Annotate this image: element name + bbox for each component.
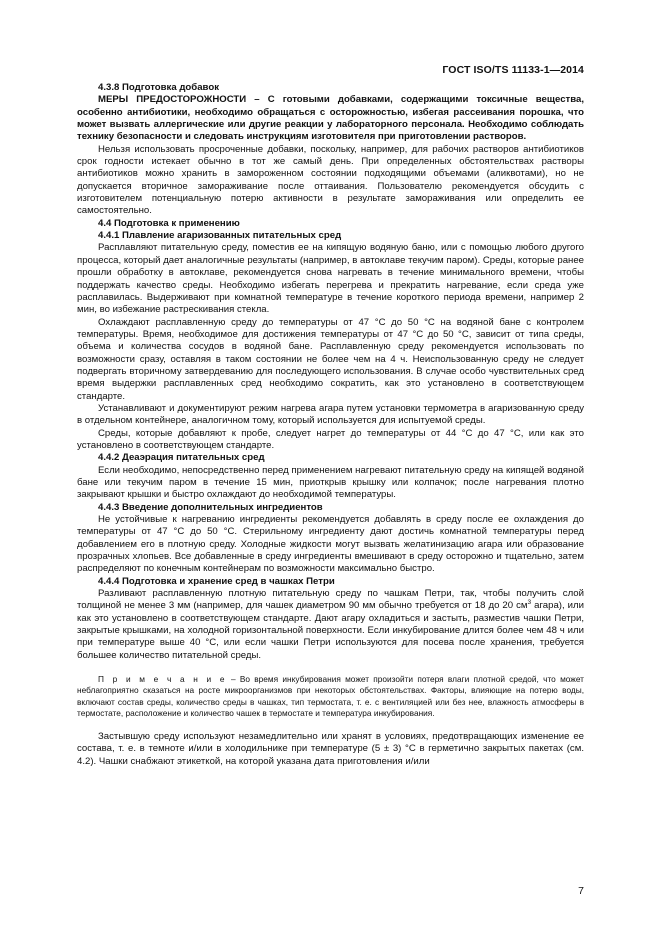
page-number: 7 xyxy=(578,885,584,897)
paragraph: Если необходимо, непосредственно перед применением нагревают питательную среду на кипящей водяной бане или текучим паром в течение 15 мин, приоткрыв крышку или колпачок; после нагревания плотно закрывают крышки и быстро охлаждают до необходимой температуры. xyxy=(77,464,584,501)
paragraph: Нельзя использовать просроченные добавки, поскольку, например, для рабочих растворов антибиотиков срок годности истекает обычно в тот же самый день. При определенных обстоятельствах растворы антибиотиков можно хранить в замороженном состоянии подходящими объемами (аликвотами), но не допускается вторичное замораживание после оттаивания. Пользователю рекомендуется обсудить с изготовителем потенциальную потерю активности в результате замораживания или определить ее самостоятельно. xyxy=(77,143,584,217)
document-body xyxy=(77,82,584,768)
paragraph: Не устойчивые к нагреванию ингредиенты рекомендуется добавлять в среду после ее охлаждения до температуры от 47 °С до 50 °С. Стерильному ингредиенту дают достичь комнатной температуры перед добавлением его в плотную среду. Холодные жидкости могут вызвать желатинизацию агара или образование прозрачных хлопьев. Все добавленные в среду ингредиенты вмешивают в среду осторожно и тщательно, затем распределяют по конечным контейнерам по возможности максимально быстро. xyxy=(77,514,584,575)
spacer xyxy=(77,719,584,731)
note xyxy=(77,674,584,719)
paragraph-text: агара), или как это установлено в соответствующем стандарте. Дают агару охладиться и застыть, разместив чашки Петри, закрытые крышками, на холодной горизонтальной поверхности. Если инкубирование длится более чем 48 ч или при температуре выше 40 °С, или если чашки Петри используются для посева после хранения, требуется большее количество питательной среды. xyxy=(77,600,584,661)
document-header: ГОСТ ISO/TS 11133-1—2014 xyxy=(442,64,584,76)
superscript: 3 xyxy=(527,599,532,607)
note-text: – Во время инкубирования может произойти потеря влаги плотной средой, что может неблагоприятно сказаться на росте микроорганизмов при некоторых обстоятельствах. Факторы, влияющие на потерю воды, включают состав среды, количество среды в чашках, тип термостата, т. е. с вентиляцией или без нее, влажность атмосферы в термостате, расположение и количество чашек в термостате и температура инкубирования. xyxy=(77,674,584,718)
precautions-warning: МЕРЫ ПРЕДОСТОРОЖНОСТИ – С готовыми добавками, содержащими токсичные вещества, особенно антибиотики, необходимо обращаться с осторожностью, избегая рассеивания порошка, что может вызвать аллергические или другие реакции у лабораторного персонала. Необходимо соблюдать технику безопасности и следовать инструкциям изготовителя при приготовлении растворов. xyxy=(77,94,584,143)
spacer xyxy=(77,662,584,674)
section-4-4-title: 4.4 Подготовка к применению xyxy=(98,217,240,229)
section-4-4-1-title: 4.4.1 Плавление агаризованных питательных сред xyxy=(98,230,342,242)
paragraph: Среды, которые добавляют к пробе, следует нагрет до температуры от 44 °С до 47 °С, или как это установлено в соответствующем стандарте. xyxy=(77,427,584,451)
section-4-4-2-title: 4.4.2 Деаэрация питательных сред xyxy=(98,452,265,464)
note-label: П р и м е ч а н и е xyxy=(98,674,227,685)
paragraph-text: Разливают расплавленную плотную питательную среду по чашкам Петри, так, чтобы получить слой толщиной не менее 3 мм (например, для чашек диаметром 90 мм обычно требуется от 18 до 20 см xyxy=(77,588,584,612)
section-4-3-8-title: 4.3.8 Подготовка добавок xyxy=(98,82,219,93)
paragraph xyxy=(77,588,584,662)
paragraph: Застывшую среду используют незамедлительно или хранят в условиях, предотвращающих изменение ее состава, т. е. в темноте и/или в холодильнике при температуре (5 ± 3) °С в герметично закрытых пакетах (см. 4.2). Чашки снабжают этикеткой, на которой указана дата приготовления и/или xyxy=(77,730,584,767)
paragraph: Охлаждают расплавленную среду до температуры от 47 °С до 50 °С на водяной бане с контролем температуры. Время, необходимое для достижения температуры от 47 °С до 50 °С, зависит от типа среды, объема и количества сосудов в водяной бане. Расплавленную среду рекомендуется использовать по возможности сразу, оставляя в таком состоянии не более чем на 4 ч. Неиспользованную среду не следует подвергать вторичному затвердеванию для последующего использования. В случае особо чувствительных сред время выдержки расплавленных сред необходимо сократить, как это установлено в соответствующем стандарте. xyxy=(77,316,584,402)
paragraph: Устанавливают и документируют режим нагрева агара путем установки термометра в агаризованную среду в отдельном контейнере, аналогичном тому, который используется для испытуемой среды. xyxy=(77,402,584,427)
section-4-4-3-title: 4.4.3 Введение дополнительных ингредиентов xyxy=(98,501,323,513)
section-4-4-4-title: 4.4.4 Подготовка и хранение сред в чашках Петри xyxy=(98,575,335,587)
paragraph: Расплавляют питательную среду, поместив ее на кипящую водяную баню, или с помощью любого другого процесса, который дает аналогичные результаты (например, в автоклаве текучим паром). Среды, которые ранее прошли обработку в автоклаве, рекомендуется снова нагревать в течение минимального времени, чтобы поддержать качество среды. Необходимо избегать перегрева и прекратить нагревание, если среда уже расплавилась. Выдерживают при комнатной температуре в течение короткого периода времени, например 2 мин, во избежание растрескивания стекла. xyxy=(77,242,584,316)
